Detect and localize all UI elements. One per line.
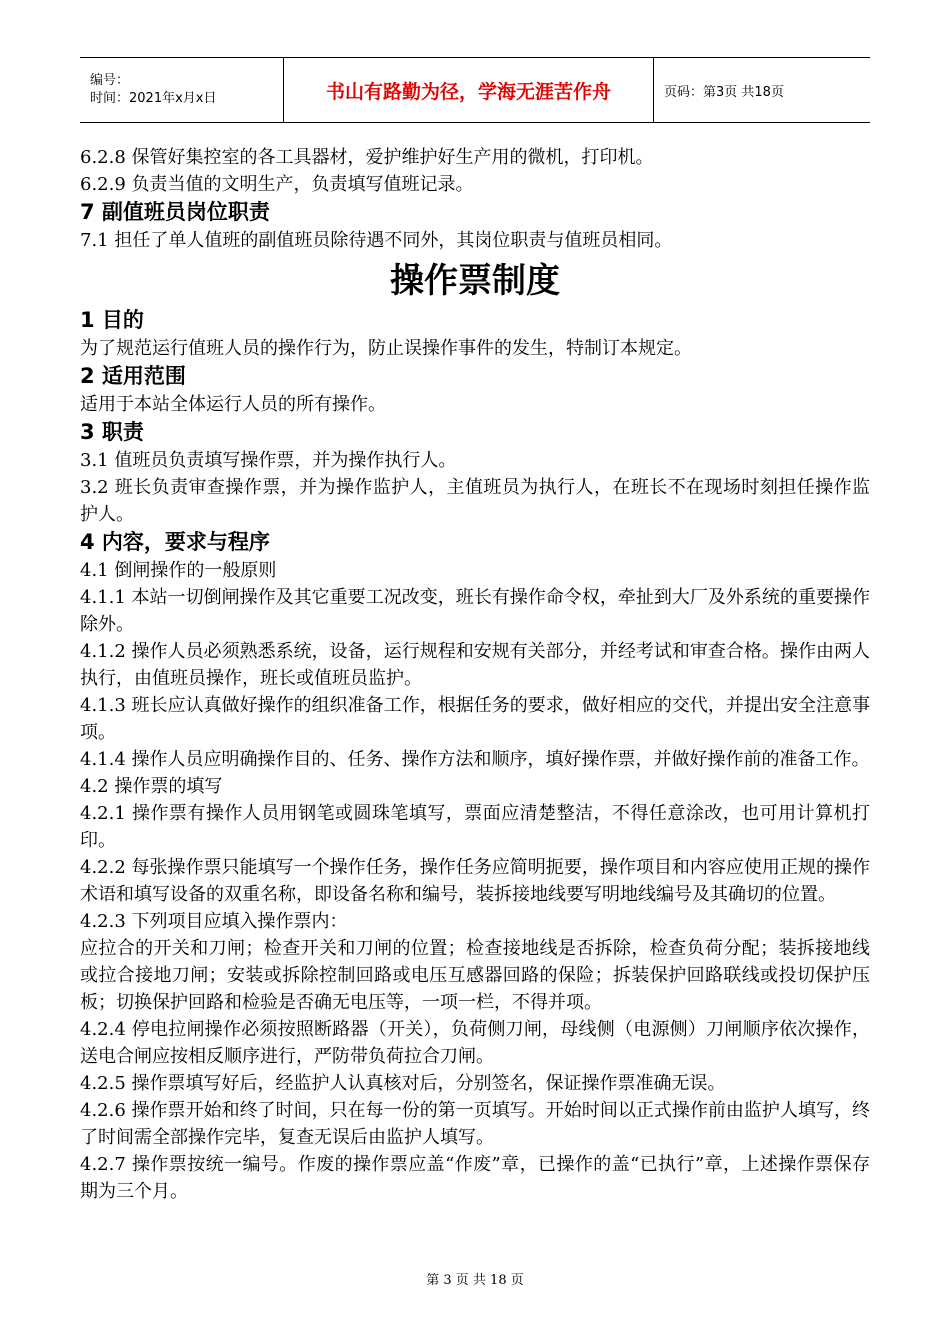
paragraph-4-1-2: 4.1.2 操作人员必须熟悉系统，设备，运行规程和安规有关部分，并经考试和审查合格。操作由两人执行，由值班员操作，班长或值班员监护。	[80, 641, 870, 689]
document-number-label: 编号：	[90, 73, 130, 88]
section-heading-7: 7 副值班员岗位职责	[80, 200, 270, 224]
document-body	[80, 144, 870, 1205]
paragraph-4-2-6: 4.2.6 操作票开始和终了时间，只在每一份的第一页填写。开始时间以正式操作前由监护人填写，终了时间需全部操作完毕，复查无误后由监护人填写。	[80, 1100, 870, 1148]
paragraph-3-1: 3.1 值班员负责填写操作票，并为操作执行人。	[80, 450, 457, 471]
paragraph-4-2: 4.2 操作票的填写	[80, 776, 223, 797]
paragraph-scope: 适用于本站全体运行人员的所有操作。	[80, 394, 386, 415]
paragraph-purpose: 为了规范运行值班人员的操作行为，防止误操作事件的发生，特制订本规定。	[80, 338, 692, 359]
paragraph-4-1: 4.1 倒闸操作的一般原则	[80, 560, 277, 581]
document-time-label: 时间：2021年x月x日	[90, 91, 217, 106]
paragraph-4-2-2: 4.2.2 每张操作票只能填写一个操作任务，操作任务应简明扼要，操作项目和内容应使用正规的操作术语和填写设备的双重名称，即设备名称和编号，装拆接地线要写明地线编号及其确切的位置。	[80, 857, 870, 905]
paragraph-4-2-7: 4.2.7 操作票按统一编号。作废的操作票应盖“作废”章，已操作的盖“已执行”章，上述操作票保存期为三个月。	[80, 1154, 870, 1202]
page-header	[80, 57, 870, 123]
section-heading-4: 4 内容，要求与程序	[80, 530, 270, 554]
page-footer: 第 3 页 共 18 页	[426, 1273, 524, 1288]
section-heading-2: 2 适用范围	[80, 364, 186, 388]
paragraph-4-1-3: 4.1.3 班长应认真做好操作的组织准备工作，根据任务的要求，做好相应的交代，并提出安全注意事项。	[80, 695, 870, 743]
paragraph-6-2-8: 6.2.8 保管好集控室的各工具器材，爱护维护好生产用的微机，打印机。	[80, 147, 654, 168]
section-heading-3: 3 职责	[80, 420, 144, 444]
paragraph-6-2-9: 6.2.9 负责当值的文明生产，负责填写值班记录。	[80, 174, 474, 195]
header-motto: 书山有路勤为径，学海无涯苦作舟	[325, 80, 611, 103]
paragraph-3-2: 3.2 班长负责审查操作票，并为操作监护人，主值班员为执行人，在班长不在现场时刻担任操作监护人。	[80, 477, 870, 525]
header-motto-cell	[283, 58, 654, 122]
paragraph-7-1: 7.1 担任了单人值班的副值班员除待遇不同外，其岗位职责与值班员相同。	[80, 230, 673, 251]
paragraph-4-2-3: 4.2.3 下列项目应填入操作票内：	[80, 911, 348, 932]
header-meta	[80, 58, 283, 122]
header-page-info: 页码：第3页 共18页	[664, 84, 784, 100]
paragraph-4-1-4: 4.1.4 操作人员应明确操作目的、任务、操作方法和顺序，填好操作票，并做好操作前的准备工作。	[80, 749, 870, 770]
section-heading-1: 1 目的	[80, 308, 144, 332]
paragraph-4-2-3-items: 应拉合的开关和刀闸；检查开关和刀闸的位置；检查接地线是否拆除，检查负荷分配；装拆接地线或拉合接地刀闸；安装或拆除控制回路或电压互感器回路的保险；拆装保护回路联线或投切保护压板；切换保护回路和检验是否确无电压等，一项一栏，不得并项。	[80, 938, 870, 1013]
paragraph-4-2-1: 4.2.1 操作票有操作人员用钢笔或圆珠笔填写，票面应清楚整洁，不得任意涂改，也可用计算机打印。	[80, 803, 870, 851]
paragraph-4-2-4: 4.2.4 停电拉闸操作必须按照断路器（开关），负荷侧刀闸，母线侧（电源侧）刀闸顺序依次操作，送电合闸应按相反顺序进行，严防带负荷拉合刀闸。	[80, 1019, 870, 1067]
paragraph-4-2-5: 4.2.5 操作票填写好后，经监护人认真核对后，分别签名，保证操作票准确无误。	[80, 1073, 726, 1094]
document-title: 操作票制度	[390, 261, 560, 301]
paragraph-4-1-1: 4.1.1 本站一切倒闸操作及其它重要工况改变，班长有操作命令权，牵扯到大厂及外系统的重要操作除外。	[80, 587, 870, 635]
